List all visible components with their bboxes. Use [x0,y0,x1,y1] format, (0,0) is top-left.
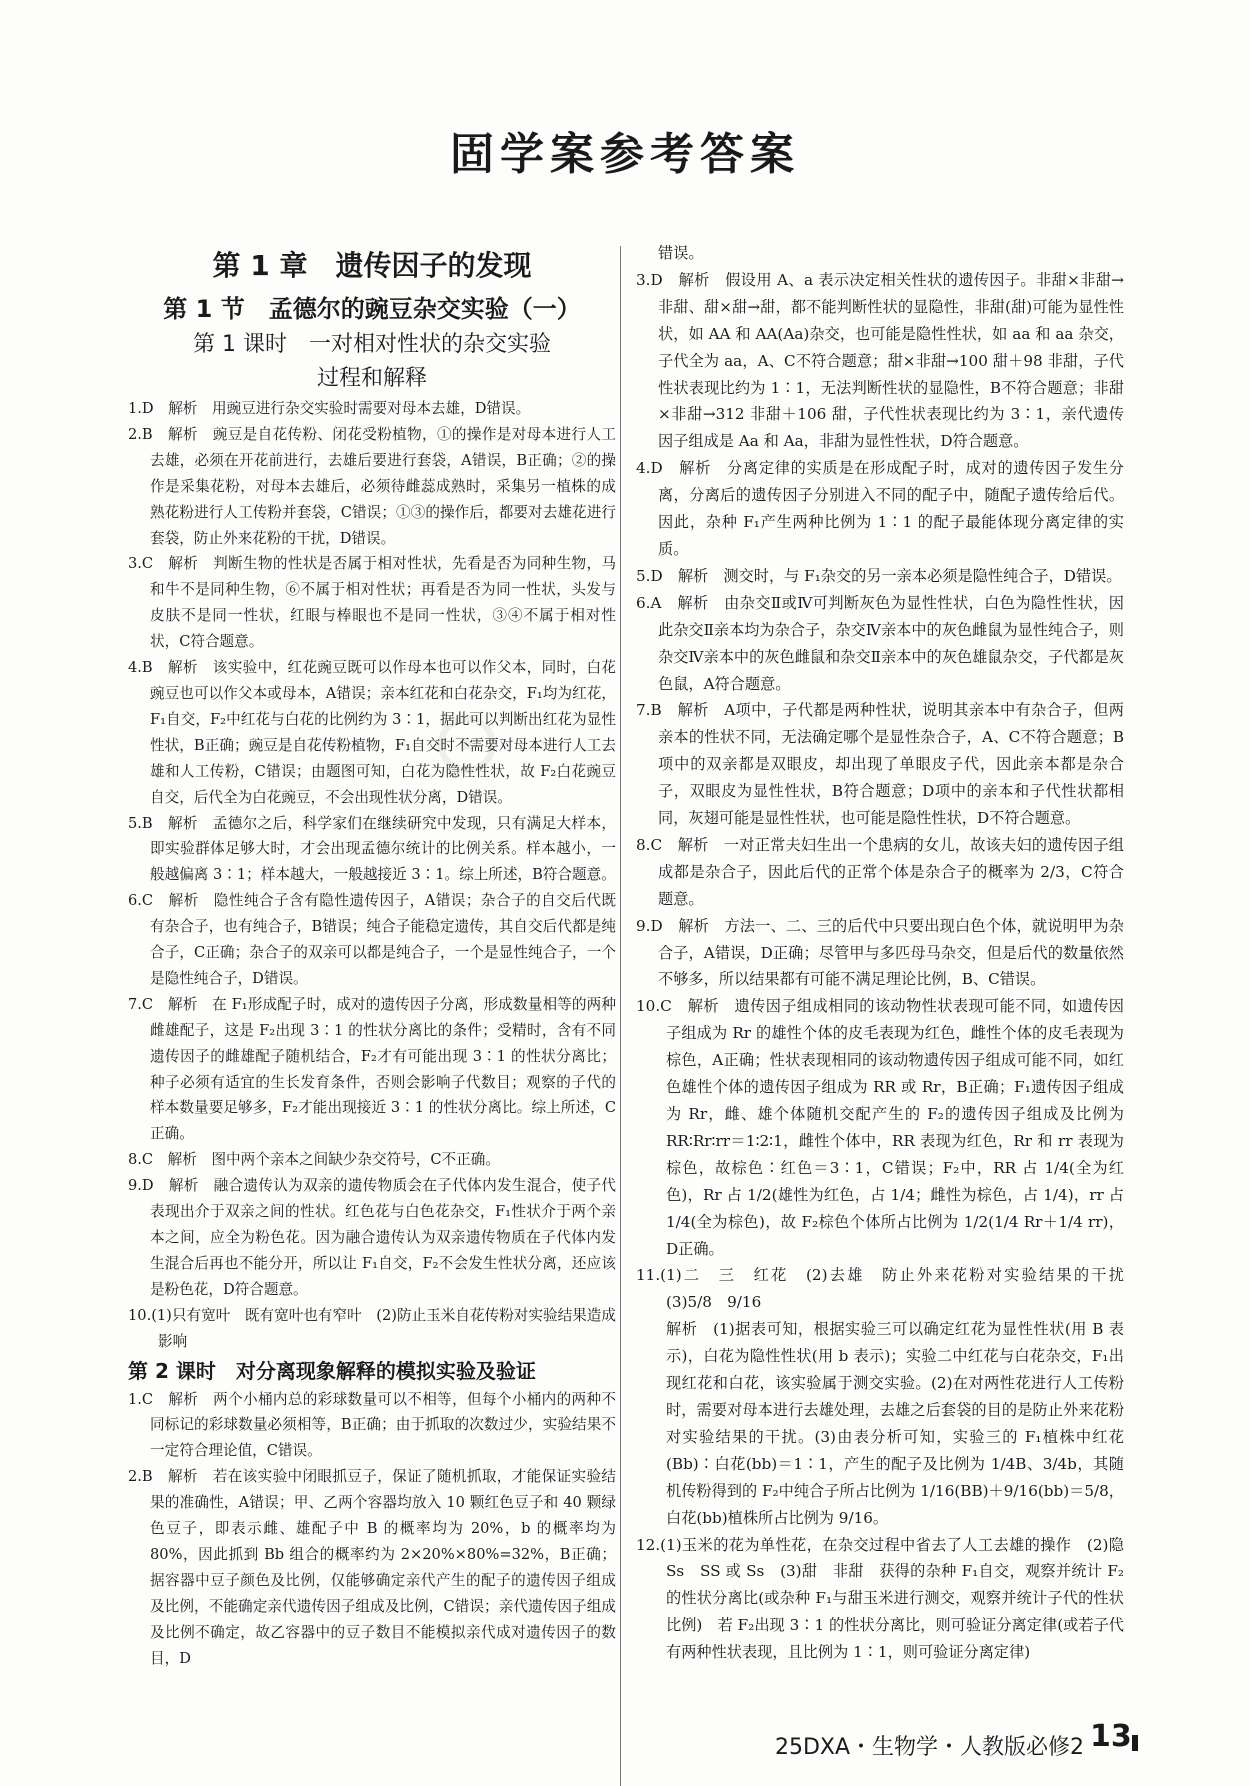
answer-item: 6.A 解析 由杂交Ⅱ或Ⅳ可判断灰色为显性性状，白色为隐性性状，因此杂交Ⅱ亲本均为杂合子，杂交Ⅳ亲本中的灰色雌鼠为显性纯合子，则杂交Ⅳ亲本中的灰色雌鼠和杂交Ⅱ亲本中的灰色雄鼠杂交，子代都是灰色鼠，A符合题意。 [636,593,1124,693]
answer-item: 8.C 解析 图中两个亲本之间缺少杂交符号，C不正确。 [128,1151,500,1169]
answer-item: 9.D 解析 方法一、二、三的后代中只要出现白色个体，就说明甲为杂合子，A错误，D正确；尽管甲与多匹母马杂交，但是后代的数量依然不够多，所以结果都有可能不满足理论比例，B、C错误。 [636,916,1124,989]
answer-item: 5.B 解析 孟德尔之后，科学家们在继续研究中发现，只有满足大样本，即实验群体足够大时，才会出现孟德尔统计的比例关系。样本越小，一般越偏离 3∶1；样本越大，一般越接近 3∶1。综上所述，B符合题意。 [128,814,616,884]
footer-book-info: 25DXA・生物学・人教版必修2 [775,1735,1085,1760]
answer-item: 10.(1)只有宽叶 既有宽叶也有窄叶 (2)防止玉米自花传粉对实验结果造成影响 [128,1306,616,1350]
answer-item: 3.D 解析 假设用 A、a 表示决定相关性状的遗传因子。非甜×非甜→非甜、甜×甜→甜，都不能判断性状的显隐性，非甜(甜)可能为显性性状，如 AA 和 AA(Aa)杂交，也可能是隐性性状，如 aa 和 aa 杂交，子代全为 aa，A、C不符合题意；甜×非甜→100 甜＋98 非甜，子代性状表现比约为 1∶1，无法判断性状的显隐性，B不符合题意；非甜×非甜→312 非甜＋106 甜，子代性状表现比约为 3∶1，亲代遗传因子组成是 Aa 和 Aa，非甜为显性性状，D符合题意。 [636,270,1124,451]
right-column [636,240,1140,1666]
answer-item: 12.(1)玉米的花为单性花，在杂交过程中省去了人工去雄的操作 (2)隐 Ss SS 或 Ss (3)甜 非甜 获得的杂种 F₁自交，观察并统计 F₂的性状分离比(或杂种 F₁与甜玉米进行测交，观察并统计子代的性状比例) 若 F₂出现 3∶1 的性状分离比，则可验证分离定律(或若子代有两种性状表现，且比例为 1∶1，则可验证分离定律) [636,1535,1140,1662]
answer-item: 3.C 解析 判断生物的性状是否属于相对性状，先看是否为同种生物，马和牛不是同种生物，⑥不属于相对性状；再看是否为同一性状，头发与皮肤不是同一性状，红眼与棒眼也不是同一性状，③④不属于相对性状，C符合题意。 [128,555,616,651]
lesson-title-2: 第 2 课时 对分离现象解释的模拟实验及验证 [128,1358,536,1383]
left-column [128,244,616,1672]
section-title: 第 1 节 孟德尔的豌豆杂交实验（一） [163,295,581,323]
answer-item: 1.D 解析 用豌豆进行杂交实验时需要对母本去雄，D错误。 [128,400,531,417]
answer-item: 6.C 解析 隐性纯合子含有隐性遗传因子，A错误；杂合子的自交后代既有杂合子，也有纯合子，B错误；纯合子能稳定遗传，其自交后代都是纯合子，C正确；杂合子的双亲可以都是纯合子，一个是显性纯合子，一个是隐性纯合子，D错误。 [128,892,616,987]
continued-text: 错误。 [658,244,704,262]
answer-item: 11.(1)二 三 红花 (2)去雄 防止外来花粉对实验结果的干扰 (3)5/8 9/16 [636,1266,1140,1312]
lesson2-answers [128,1387,616,1672]
page-number: 13 [1090,1719,1132,1754]
page-mark [1132,1735,1138,1751]
answer-item: 10.C 解析 遗传因子组成相同的该动物性状表现可能不同，如遗传因子组成为 Rr 的雄性个体的皮毛表现为红色，雌性个体的皮毛表现为棕色，A正确；性状表现相同的该动物遗传因子组成可能不同，如红色雄性个体的遗传因子组成为 RR 或 Rr，B正确；F₁遗传因子组成为 Rr，雌、雄个体随机交配产生的 F₂的遗传因子组成及比例为 RR∶Rr∶rr＝1∶2∶1，雌性个体中，RR 表现为红色，Rr 和 rr 表现为棕色，故棕色∶红色＝3∶1，C错误；F₂中，RR 占 1/4(全为红色)，Rr 占 1/2(雄性为红色，占 1/4；雌性为棕色，占 1/4)，rr 占 1/4(全为棕色)，故 F₂棕色个体所占比例为 1/2(1/4 Rr＋1/4 rr)，D正确。 [636,997,1124,1258]
lesson1-answers [128,396,616,1355]
page-title: 固学案参考答案 [450,129,800,180]
answer-item: 2.B 解析 豌豆是自花传粉、闭花受粉植物，①的操作是对母本进行人工去雄，必须在开花前进行，去雄后要进行套袋，A错误，B正确；②的操作是采集花粉，对母本去雄后，必须待雌蕊成熟时，采集另一植株的成熟花粉进行人工传粉并套袋，C错误；①③的操作后，都要对去雄花进行套袋，防止外来花粉的干扰，D错误。 [128,425,616,547]
lesson-title-1: 第 1 课时 一对相对性状的杂交实验过程和解释 [193,332,551,391]
answer-item: 4.B 解析 该实验中，红花豌豆既可以作母本也可以作父本，同时，白花豌豆也可以作父本或母本，A错误；亲本红花和白花杂交，F₁均为红花，F₁自交，F₂中红花与白花的比例约为 3∶1，据此可以判断出红花为显性性状，B正确；豌豆是自花传粉植物，F₁自交时不需要对母本进行人工去雄和人工传粉，C错误；由题图可知，白花为隐性性状，故 F₂白花豌豆自交，后代全为白花豌豆，不会出现性状分离，D错误。 [128,659,616,806]
chapter-title: 第 1 章 遗传因子的发现 [212,249,532,282]
explanation-text: 解析 (1)据表可知，根据实验三可以确定红花为显性性状(用 B 表示)，白花为隐性性状(用 b 表示)；实验二中红花与白花杂交，F₁出现红花和白花，该实验属于测交实验。(2)在对两性花进行人工传粉时，需要对母本进行去雄处理，去雄之后套袋的目的是防止外来花粉对实验结果的干扰。(3)由表分析可知，实验三的 F₁植株中红花(Bb)∶白花(bb)＝1∶1，产生的配子及比例为 1/4B、3/4b，其随机传粉得到的 F₂中纯合子所占比例为 1/16(BB)＋9/16(bb)＝5/8，白花(bb)植株所占比例为 9/16。 [666,1320,1124,1527]
answer-item: 5.D 解析 测交时，与 F₁杂交的另一亲本必须是隐性纯合子，D错误。 [636,566,1122,585]
answer-item: 7.C 解析 在 F₁形成配子时，成对的遗传因子分离，形成数量相等的两种雌雄配子，这是 F₂出现 3∶1 的性状分离比的条件；受精时，含有不同遗传因子的雌雄配子随机结合，F₂才有可能出现 3∶1 的性状分离比；种子必须有适宜的生长发育条件，否则会影响子代数目；观察的子代的样本数量要足够多，F₂才能出现接近 3∶1 的性状分离比。综上所述，C正确。 [128,995,616,1143]
answer-item: 1.C 解析 两个小桶内总的彩球数量可以不相等，但每个小桶内的两种不同标记的彩球数量必须相等，B正确；由于抓取的次数过少，实验结果不一定符合理论值，C错误。 [128,1390,616,1460]
answer-item: 9.D 解析 融合遗传认为双亲的遗传物质会在子代体内发生混合，使子代表现出介于双亲之间的性状。红色花与白色花杂交，F₁性状介于两个亲本之间，应全为粉色花。因为融合遗传认为双亲遗传物质在子代体内发生混合后再也不能分开，所以让 F₁自交，F₂不会发生性状分离，还应该是粉色花，D符合题意。 [128,1177,616,1298]
column-divider [620,246,621,1786]
watermark-mark: ⊙ [430,690,534,793]
answer-item: 4.D 解析 分离定律的实质是在形成配子时，成对的遗传因子发生分离，分离后的遗传因子分别进入不同的配子中，随配子遗传给后代。因此，杂种 F₁产生两种比例为 1∶1 的配子最能体现分离定律的实质。 [636,459,1124,558]
answer-item: 8.C 解析 一对正常夫妇生出一个患病的女儿，故该夫妇的遗传因子组成都是杂合子，因此后代的正常个体是杂合子的概率为 2/3，C符合题意。 [636,835,1124,908]
answer-item: 2.B 解析 若在该实验中闭眼抓豆子，保证了随机抓取，才能保证实验结果的准确性，A错误；甲、乙两个容器均放入 10 颗红色豆子和 40 颗绿色豆子，即表示雌、雄配子中 B 的概率均为 20%，b 的概率均为 80%，因此抓到 Bb 组合的概率约为 2×20%×80%=32%，B正确；据容器中豆子颜色及比例，仅能够确定亲代产生的配子的遗传因子组成及比例，不能确定亲代遗传因子组成及比例，C错误；亲代遗传因子组成及比例不确定，故乙容器中的豆子数目不能模拟亲代成对遗传因子的数目，D [128,1468,616,1667]
answer-item: 7.B 解析 A项中，子代都是两种性状，说明其亲本中有杂合子，但两亲本的性状不同，无法确定哪个是显性杂合子，A、C不符合题意；B项中的双亲都是双眼皮，却出现了单眼皮子代，因此亲本都是杂合子，双眼皮为显性性状，B符合题意；D项中的亲本和子代性状都相同，灰翅可能是显性性状，也可能是隐性性状，D不符合题意。 [636,701,1124,828]
